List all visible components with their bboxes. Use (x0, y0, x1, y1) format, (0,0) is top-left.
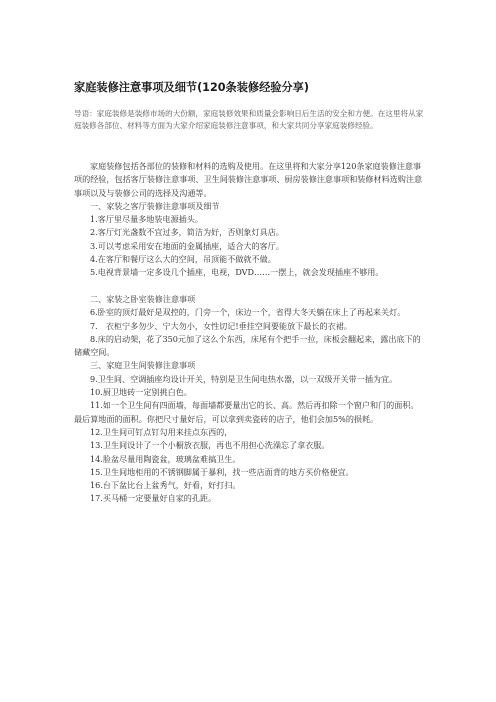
list-item: 16.台下盆比台上盆秀气，好看，好打扫。 (90, 480, 241, 491)
document-body (74, 160, 426, 506)
list-item: 8.床的启动架，花了350元加了这么个东西，床尾有个把手一拉，床板会翻起来，露出底下的储藏空间。 (74, 333, 421, 358)
list-item: 3.可以考虑采用安在地面的金属插座，适合大的客厅。 (90, 240, 284, 251)
list-item: 12.卫生间可钉点钉勾用来挂点东西的， (90, 426, 233, 437)
list-item: 11.如一个卫生间有四面墙，每面墙都要量出它的长、高。然后再扣除一个窗户和门的面积。最后算地面的面积。你把尺寸量好后，可以拿到卖瓷砖的店子，他们会加5%的损耗。 (74, 400, 419, 424)
list-item: 15.卫生间地柜用的不锈钢脚属于暴利，找一些店面背的地方买价格便宜。 (90, 466, 354, 477)
paragraph-overview: 家庭装修包括各部位的装修和材料的选购及使用。在这里将和大家分享120条家庭装修注意事项的经验，包括客厅装修注意事项、卫生间装修注意事项、厨房装修注意事项和装修材料选购注意事项以及与装修公司的选择及沟通等。 (74, 161, 423, 198)
list-item: 7. 衣柜宁多勿少、宁大勿小，女性切记!垂挂空间要能放下最长的衣裙。 (90, 320, 352, 331)
list-item: 5.电视背景墙一定多设几个插座，电视，DVD……一摆上，就会发现插座不够用。 (90, 267, 384, 278)
list-item: 2.客厅灯光盏数不宜过多，简洁为好，否则象灯具店。 (90, 227, 284, 238)
list-item: 4.在客厅和餐厅这么大的空间，吊顶能不做就不做。 (90, 254, 276, 265)
list-item: 14.脸盆尽量用陶瓷盆，玻璃盆难搞卫生。 (90, 453, 241, 464)
list-item: 6.卧室的顶灯最好是双控的，门旁一个，床边一个，省得大冬天躺在床上了再起来关灯。 (90, 307, 406, 318)
list-item: 17.买马桶一定要量好自家的孔距。 (90, 493, 217, 504)
section-heading-bathroom: 三、家庭卫生间装修注意事项 (90, 360, 196, 371)
document-title: 家庭装修注意事项及细节(120条装修经验分享) (74, 81, 309, 94)
list-item: 13.卫生间设计了一个小橱放衣服，再也不用担心洗澡忘了拿衣服。 (90, 440, 330, 451)
document-intro: 导语：家庭装修是装修市场的大份额，家庭装修效果和质量会影响日后生活的安全和方便。在这里将从家庭装修各部位、材料等方面为大家介绍家庭装修注意事项，和大家共同分享家庭装修经验。 (74, 109, 424, 130)
list-item: 1.客厅里尽量多地装电源插头。 (90, 214, 203, 225)
list-item: 9.卫生间、空调插座均设计开关，特别是卫生间电热水器，以一双级开关带一插为宜。 (90, 373, 398, 384)
list-item: 10.厨卫地砖一定别挑白色。 (90, 387, 192, 398)
section-heading-living-room: 一、家装之客厅装修注意事项及细节 (90, 200, 220, 211)
section-heading-bedroom: 二、家装之卧室装修注意事项 (90, 293, 196, 304)
